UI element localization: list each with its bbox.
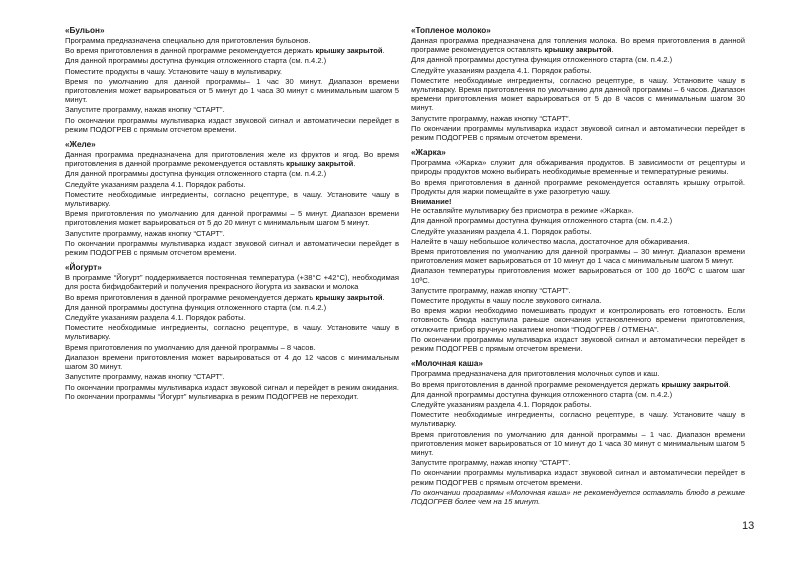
section [411,359,745,506]
paragraph-text: Не оставляйте мультиварку без присмотра в режиме «Жарка». [411,206,634,216]
paragraph-text: Поместите необходимые ингредиенты, согласно рецептуре, в чашу. Установите чашу в мультиварку. [65,323,399,342]
section-heading: «Желе» [65,140,96,150]
paragraph [65,303,399,312]
paragraph-text: Для данной программы доступна функция отложенного старта (см. п.4.2.) [411,216,673,226]
paragraph-text: Запустите программу, нажав кнопку “СТАРТ”. [65,228,225,238]
paragraph-text: Запустите программу, нажав кнопку “СТАРТ”. [411,285,571,295]
paragraph [65,383,399,401]
section [65,26,399,134]
section-heading: «Топленое молоко» [411,26,491,35]
paragraph [65,169,399,178]
paragraph-text: Следуйте указаниям раздела 4.1. Порядок работы. [65,313,246,323]
paragraph-text: Во время приготовления в данной программе рекомендуется держать [411,379,662,389]
paragraph-text: Для данной программы доступна функция отложенного старта (см. п.4.2.) [65,56,327,66]
paragraph-text: Следуйте указаниям раздела 4.1. Порядок работы. [411,65,592,75]
paragraph [65,239,399,257]
section [65,263,399,401]
section-heading: «Жарка» [411,148,446,158]
paragraph [65,67,399,76]
section [411,148,745,353]
paragraph-text: Поместите продукты в чашу. Установите чашу в мультиварку. [65,66,282,76]
paragraph [411,227,745,236]
emphasis-text: крышку закрытой [315,46,383,56]
paragraph-text: Данная программа предназначена для приготовления желе из фруктов и ягод. Во время приготовления в данной программе рекомендуется оставлять [65,150,399,169]
paragraph-tail: . [611,45,614,55]
paragraph [411,124,745,142]
paragraph [411,66,745,75]
paragraph [411,158,745,176]
paragraph [65,56,399,65]
paragraph [65,229,399,238]
paragraph-text: Поместите необходимые ингредиенты, согласно рецептуре, в чашу. Установите чашу в мультиварку. [411,410,745,429]
paragraph-text: Для данной программы доступна функция отложенного старта (см. п.4.2.) [65,169,327,179]
paragraph-text: Для данной программы доступна функция отложенного старта (см. п.4.2.) [411,389,673,399]
paragraph [411,380,745,389]
section-heading: «Бульон» [65,26,105,35]
paragraph-text: Во время жарки необходимо помешивать продукт и контролировать его готовность. Если готовность блюда наступила раньше окончания установленного времени приготовления, отключите прибор вручную нажатием кнопки “ПОДОГРЕВ / ОТМЕНА”. [411,306,745,334]
emphasis-text: крышку закрытой [315,292,383,302]
paragraph-text: Время приготовления по умолчанию для данной программы – 8 часов. [65,342,316,352]
paragraph-text: Запустите программу, нажав кнопку “СТАРТ”. [411,113,571,123]
paragraph-text: Во время приготовления в данной программе рекомендуется держать [65,46,316,56]
paragraph-text: Программа предназначена для приготовления молочных супов и каш. [411,369,660,379]
paragraph [411,55,745,64]
paragraph-text: Данная программа предназначена для топления молока. Во время приготовления в данной программе рекомендуется оставлять [411,36,745,55]
paragraph [411,206,745,215]
emphasis-text: крышку закрытой [286,159,354,169]
paragraph [411,266,745,284]
paragraph-text: По окончании программы мультиварка издаст звуковой сигнал и автоматически перейдет в режим ПОДОГРЕВ с прямым отсчетом времени. [411,468,745,487]
paragraph-text: Время по умолчанию для данной программы– 1 час 30 минут. Диапазон времени приготовления может варьироваться от 5 минут до 1 часа 30 минут с минимальным шагом 5 минут. [65,76,399,105]
left-column [65,26,399,407]
page-number: 13 [742,520,755,532]
paragraph [65,36,399,45]
paragraph-text: Время приготовления по умолчанию для данной программы – 1 час. Диапазон времени приготовления может варьироваться от 10 минут до 1 часа 30 минут с минимальным шагом 5 минут. [411,429,745,457]
paragraph [411,286,745,295]
paragraph [411,247,745,265]
paragraph-text: Диапазон времени приготовления может варьироваться от 4 до 12 часов с минимальным шагом 30 минут. [65,352,399,372]
paragraph-text: Запустите программу, нажав кнопку “СТАРТ”. [411,458,571,468]
paragraph [411,36,745,54]
paragraph [411,430,745,458]
paragraph [411,306,745,334]
paragraph-text: Для данной программы доступна функция отложенного старта (см. п.4.2.) [65,302,327,312]
paragraph-text: По окончании программы мультиварка издаст звуковой сигнал и автоматически перейдет в режим ПОДОГРЕВ с прямым отсчетом времени. [411,123,745,143]
paragraph [411,296,745,305]
note-text: По окончании программы «Молочная каша» не рекомендуется оставлять блюдо в режиме ПОДОГРЕВ более чем на 15 минут. [411,487,745,506]
paragraph-text: Время приготовления по умолчанию для данной программы – 5 минут. Диапазон времени приготовления может варьироваться от 5 до 20 минут с минимальным шагом 5 минут. [65,209,399,228]
paragraph-text: Программа предназначена специально для приготовления бульонов. [65,36,311,45]
paragraph [411,76,745,113]
paragraph-text: Диапазон температуры приготовления может варьироваться от 100 до 160ºС с шагом шаг 10ºС. [411,266,745,285]
paragraph-text: Во время приготовления в данной программе рекомендуется оставлять крышку отрытой. Продукты для жарки помещайте в уже разогретую чашу. [411,177,745,196]
paragraph [65,323,399,341]
paragraph-tail: . [728,379,731,389]
paragraph-text: Для данной программы доступна функция отложенного старта (см. п.4.2.) [411,55,673,65]
paragraph-text: Поместите необходимые ингредиенты, согласно рецептуре, в чашу. Установите чашу в мультиварку. [65,189,399,209]
paragraph-tail: . [382,46,385,56]
emphasis-text: крышку закрытой [544,45,612,55]
paragraph [411,335,745,353]
paragraph [411,237,745,246]
paragraph-text: Поместите продукты в чашу после звукового сигнала. [411,296,602,306]
paragraph [65,293,399,302]
paragraph [65,180,399,189]
paragraph-tail: . [353,159,356,169]
paragraph-text: Во время приготовления в данной программе рекомендуется держать [65,292,316,302]
right-column [411,26,745,512]
paragraph-text: Запустите программу, нажав кнопку “СТАРТ”. [65,372,225,382]
section-heading: «Молочная каша» [411,359,483,369]
paragraph-text: По окончании программы мультиварка издаст звуковой сигнал и перейдет в режим ожидания. По окончании программы “Йогурт” мультиварка в режим ПОДОГРЕВ не переходит. [65,382,399,401]
paragraph [65,209,399,227]
paragraph [411,369,745,378]
paragraph [65,105,399,114]
paragraph [411,468,745,486]
paragraph [411,458,745,467]
paragraph [411,216,745,225]
paragraph [411,488,745,506]
paragraph [65,313,399,322]
paragraph [65,372,399,381]
paragraph [411,114,745,123]
paragraph [411,178,745,196]
paragraph-text: Запустите программу, нажав кнопку “СТАРТ”. [65,105,225,115]
emphasis-text: крышку закрытой [661,379,729,389]
paragraph-text: По окончании программы мультиварка издаст звуковой сигнал и автоматически перейдет в режим ПОДОГРЕВ с прямым отсчетом времени. [411,334,745,354]
paragraph [65,353,399,371]
paragraph-text: По окончании программы мультиварка издаст звуковой сигнал и автоматически перейдет в режим ПОДОГРЕВ с прямым отсчетом времени. [65,115,399,134]
paragraph [65,77,399,105]
paragraph-text: Следуйте указаниям раздела 4.1. Порядок работы. [65,179,246,189]
paragraph [411,410,745,428]
paragraph-text: По окончании программы мультиварка издаст звуковой сигнал и автоматически перейдет в режим ПОДОГРЕВ с прямым отсчетом времени. [65,238,399,258]
paragraph-text: Программа «Жарка» служит для обжаривания продуктов. В зависимости от рецептуры и природы продуктов можно выбирать необходимые временные и температурные режимы. [411,158,745,177]
section-heading: «Йогурт» [65,263,102,273]
paragraph-tail: . [382,292,385,302]
paragraph [65,190,399,208]
paragraph [411,400,745,409]
paragraph [65,46,399,55]
paragraph-text: Поместите необходимые ингредиенты, согласно рецептуре, в чашу. Установите чашу в мультиварку. Время приготовления по умолчанию для данной программы – 6 часов. Диапазон времени приготовления может варьироваться от 5 до 8 часов с минимальным шагом 30 минут. [411,75,745,113]
paragraph [411,390,745,399]
paragraph-text: В программе “Йогурт” поддерживается постоянная температура (+38°С +42°С), необходимая для роста бифидобактерий и получения прекрасного йогурта из закваски и молока [65,273,399,292]
paragraph-text: Следуйте указаниям раздела 4.1. Порядок работы. [411,399,592,409]
paragraph-text: Время приготовления по умолчанию для данной программы – 30 минут. Диапазон времени приготовления может варьироваться от 10 минут до 1 часа с минимальным шагом 5 минут. [411,247,745,266]
paragraph [65,273,399,291]
section [411,26,745,142]
paragraph [65,116,399,134]
paragraph-text: Следуйте указаниям раздела 4.1. Порядок работы. [411,226,592,236]
paragraph [65,150,399,168]
paragraph-text: Налейте в чашу небольшое количество масла, достаточное для обжаривания. [411,236,690,246]
section [65,140,399,257]
warning-label: Внимание! [411,197,452,207]
paragraph [65,343,399,352]
